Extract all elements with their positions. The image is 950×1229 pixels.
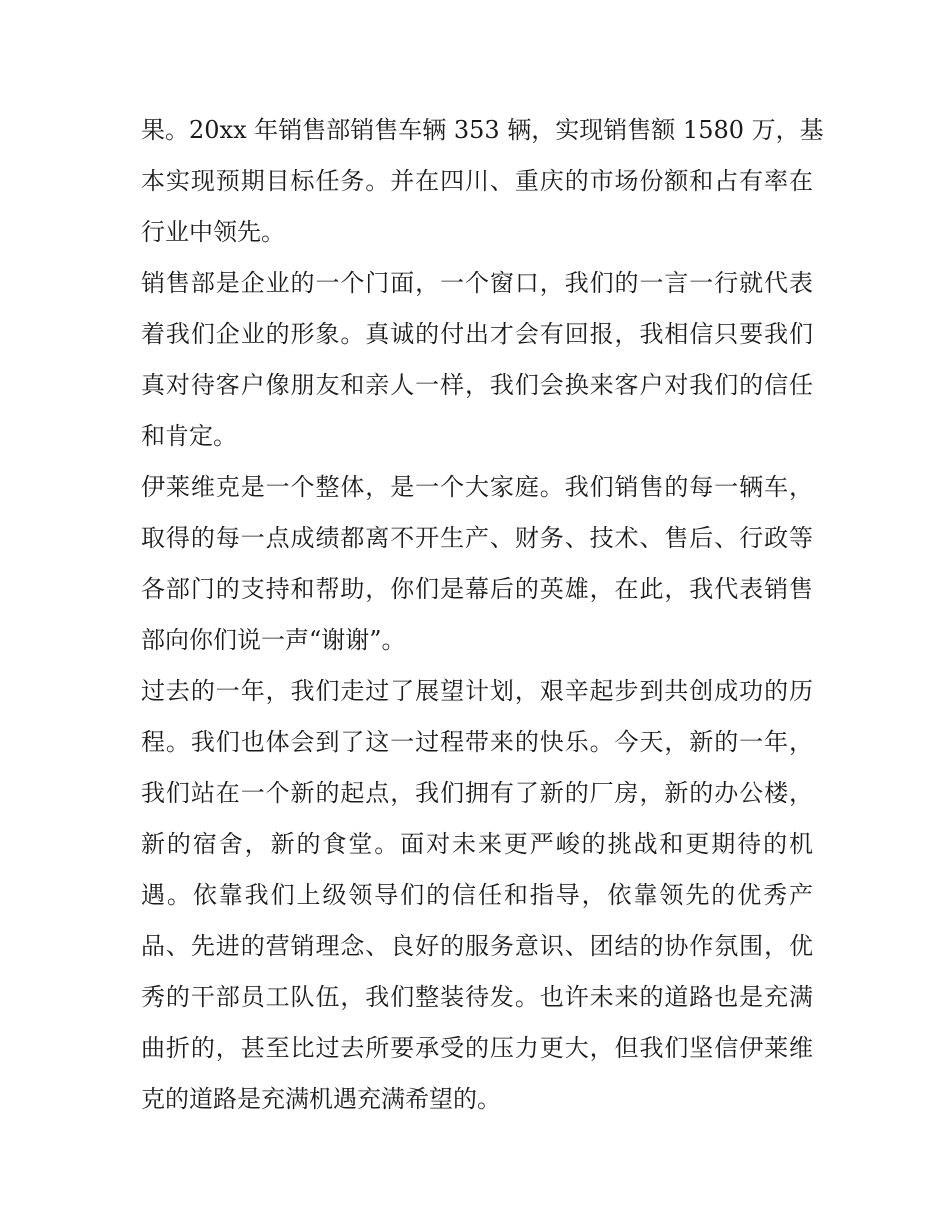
paragraph-line: 真对待客户像朋友和亲人一样，我们会换来客户对我们的信任: [141, 371, 813, 399]
paragraph-line: 遇。依靠我们上级领导们的信任和指导，依靠领先的优秀产: [141, 881, 813, 909]
paragraph-line: 取得的每一点成绩都离不开生产、财务、技术、售后、行政等: [141, 524, 813, 552]
paragraph-line: 各部门的支持和帮助，你们是幕后的英雄，在此，我代表销售: [141, 575, 813, 603]
paragraph-line: 克的道路是充满机遇充满希望的。: [141, 1085, 501, 1113]
paragraph-line: 我们站在一个新的起点，我们拥有了新的厂房，新的办公楼，: [141, 779, 813, 807]
paragraph-line: 行业中领先。: [141, 218, 285, 246]
paragraph-thanks-departments: [141, 462, 813, 666]
paragraph-looking-forward: [141, 666, 813, 1125]
paragraph-line: 部向你们说一声“谢谢”。: [141, 626, 406, 654]
paragraph-line: 秀的干部员工队伍，我们整装待发。也许未来的道路也是充满: [141, 983, 813, 1011]
paragraph-line: 销售部是企业的一个门面，一个窗口，我们的一言一行就代表: [141, 269, 813, 297]
paragraph-line: 曲折的，甚至比过去所要承受的压力更大，但我们坚信伊莱维: [141, 1034, 813, 1062]
paragraph-line: 伊莱维克是一个整体，是一个大家庭。我们销售的每一辆车，: [141, 473, 813, 501]
paragraph-line: 果。20xx 年销售部销售车辆 353 辆，实现销售额 1580 万，基: [141, 116, 824, 144]
paragraph-line: 品、先进的营销理念、良好的服务意识、团结的协作氛围，优: [141, 932, 813, 960]
paragraph-line: 着我们企业的形象。真诚的付出才会有回报，我相信只要我们: [141, 320, 813, 348]
document-body: [141, 105, 824, 1125]
paragraph-line: 新的宿舍，新的食堂。面对未来更严峻的挑战和更期待的机: [141, 830, 813, 858]
paragraph-line: 过去的一年，我们走过了展望计划，艰辛起步到共创成功的历: [141, 677, 813, 705]
paragraph-line: 本实现预期目标任务。并在四川、重庆的市场份额和占有率在: [141, 167, 813, 195]
paragraph-line: 和肯定。: [141, 422, 237, 450]
paragraph-sales-results: [141, 105, 824, 258]
paragraph-sales-department-image: [141, 258, 813, 462]
paragraph-line: 程。我们也体会到了这一过程带来的快乐。今天，新的一年，: [141, 728, 813, 756]
